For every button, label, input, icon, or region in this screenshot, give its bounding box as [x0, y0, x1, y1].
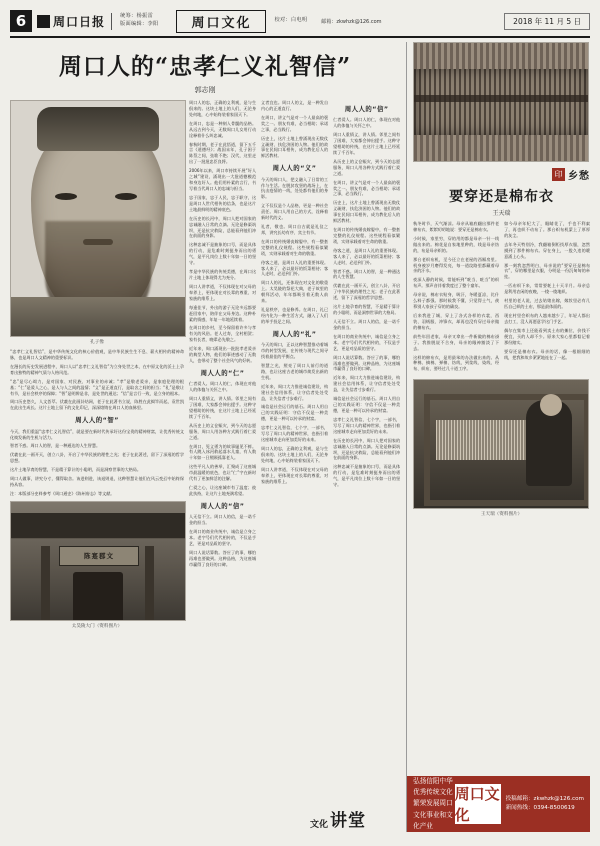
paragraph: 这片土地孕育的智慧，不是精于算计的小聪明，而是洞察世事的大格局。	[10, 467, 141, 473]
paragraph: 周口人的忠，正确的义利观，是与生俱来的。这块土地上的人们，无论身处何地，心中始终装着家国天下。	[189, 100, 257, 117]
paragraph: 周口人的忠，正确的义利观，是与生俱来的。这块土地上的人们，无论身处何地，心中始终装着家国天下。	[261, 445, 329, 463]
paragraph: 村里的老人说，过去姑娘出嫁，嫁妆里必有几匹自己织的土布，那是最体面的。	[504, 298, 590, 310]
paragraph: 2006年以来，周口市持续开展“好人之城”建设，涌现出一大批道德模范和身边好人。他们用朴素的言行，书写着当代周口人的忠诚与担当。	[189, 168, 257, 191]
masthead	[10, 8, 590, 38]
paragraph: 一匹布织下来，常常要耗上十天半月。母亲总是利用农闲的夜晚，一梭一梭地织。	[504, 283, 590, 295]
subhead-li: 周人人的“礼”	[272, 329, 317, 338]
paragraph: 如今母亲年纪大了，眼睛花了，手也不利索了，再也织不动布了。那台织布机蒙上了厚厚的灰尘。	[504, 221, 590, 238]
promo-contact	[506, 795, 584, 814]
photo-column	[10, 100, 184, 629]
building-pillar-right	[145, 546, 154, 620]
paragraph: 现在村里会织布的人越来越少了，年轻人都出去打工，没人再愿意学这门手艺。	[504, 312, 590, 324]
paragraph: 要穿还是棉布衣。母亲的话，像一根细细的线，把我和故乡紧紧地连在了一起。	[504, 348, 590, 360]
paragraph: 周口人说话算数。答应了的事，哪怕再难也要做到。这种品格，为这座城市赢得了良好的口碑。	[333, 354, 401, 372]
paragraph: 后来我进了城，穿上了各式各样的衣裳，西装、羽绒服、冲锋衣，却再也没有穿过母亲做的棉布衣。	[413, 312, 500, 330]
paragraph: 伏羲在此一画开天，创立八卦，开启了中华民族的理性之光；老子在此著述，留下了深邃的哲学思想。	[333, 283, 401, 301]
paragraph: 周口人讲孝道，不仅体现在对父母的奉养上，更体现在对长辈的尊重、对家族的维系上。	[189, 283, 257, 301]
column-logo	[310, 813, 366, 830]
staff-credits	[120, 13, 158, 29]
paragraph: 在周口的乡村，至今保留着许多与孝有关的风俗。老人过寿，全村相贺；家有长者，晚辈必先敬之。	[189, 325, 257, 343]
paragraph: 在周口，讲义气是对一个人最高的褒奖之一。朋友有难，必当相助；承诺之事，必当践行。	[333, 179, 401, 197]
paragraph: “忠孝仁义礼智信”，是中华传统文化的核心价值观，是中华民族生生不息、薪火相传的精神命脉，也是周口人文精神的重要标识。	[10, 349, 184, 360]
paragraph: 周口人的礼，还体现在对文化的敬重上。太昊陵的祭祀大典，老子故里的朝拜活动，年年都吸引着无数人前来。	[261, 280, 329, 304]
paragraph: 忠孝仁义礼智信，七个字，一部书，写尽了周口人的精神世界，也指引着这座城市走向更加美好的未来。	[333, 416, 401, 434]
paragraph: 在历史的长河中，周口人把对国家的忠诚融入日常的点滴。无论是修渠筑坝，还是抗灾救险，总能看到他们冲在前面的身影。	[333, 437, 401, 461]
cloth-tie	[414, 95, 588, 102]
paragraph: 忠孝仁义礼智信，七个字，一部书，写尽了周口人的精神世界，也指引着这座城市走向更加美好的未来。	[261, 425, 329, 443]
paragraph: 那台老织布机，至今还立在老屋的西厢房里。机身被岁月磨得发亮，每一道纹路里都藏着母亲的汗水。	[413, 256, 500, 274]
paragraph: 伏羲在此一画开天，创立八卦，开启了中华民族的理性之光；老子在此著述，留下了深邃的哲学思想。	[10, 452, 184, 464]
paragraph: 待客之道，是周口人礼的重要体现。客人来了，必以最好的饭菜相待；客人走时，必送到门外。	[333, 247, 401, 265]
promo-phone: 新闻热线：0394-8500619	[505, 805, 575, 811]
paragraph: 今天的周口人，把义融入了日常的工作与生活。在脱贫攻坚的战场上，在抗击疫情的一线，处处都有他们的身影。	[261, 176, 329, 200]
main-article	[10, 42, 407, 832]
paragraph: 每逢佳节，外出的游子无论多远都要赶回家中，陪伴在父母身边。这种朴素的情感，年复一年地延续着。	[189, 304, 257, 322]
paragraph: 智者不惑。周口人的智，是一种通达的人生智慧。	[10, 443, 101, 449]
side-article	[407, 42, 590, 832]
logo-square-icon	[37, 15, 50, 28]
paragraph: 诚信是社会运行的基石。周口人用自己的实践证明：守信不仅是一种美德，更是一种可以传承的财富。	[333, 396, 401, 413]
paragraph: 诚信是社会运行的基石。周口人用自己的实践证明：守信不仅是一种美德，更是一种可以传承的财富。	[261, 404, 329, 422]
staff-line-1: 统筹：杨振雷	[120, 13, 153, 20]
section-title: 周口文化	[176, 10, 266, 33]
paragraph: 仁者爱人。周口人的仁，体现在对他人的体恤与关怀之中。	[189, 381, 257, 393]
paper-logo	[37, 13, 120, 30]
paragraph: 近年来，周口大力推进诚信建设，构建社会信用体系，让守信者处处受益，让失信者寸步难行。	[261, 383, 329, 401]
paragraph: 周口人重情义，讲人情。邻里之间有了困难，大家都会伸出援手。这种守望相助的传统，在这片土地上已经延续了千百年。	[333, 132, 401, 155]
paragraph: 在周口的商业传统中，诚信是立身之本。老字号们代代相传的，不仅是手艺，更是对品质的坚守。	[333, 333, 401, 351]
paragraph: 从历史上的义仓赈灾，到今天的志愿服务，周口人用各种方式践行着仁爱之道。	[189, 422, 257, 440]
paragraph: 历史上，这片土地上曾涌现出无数仗义疏财、扶危济困的人物。他们的故事在民间口耳相传，成为教化后人的鲜活教材。	[261, 135, 329, 159]
temple-building-image	[10, 501, 186, 621]
article-column-4	[333, 100, 400, 629]
staff-line-3: 校对：白电明	[274, 17, 308, 24]
paragraph: 仁爱之心，让这座城市有了温度；彼此扶持，让这片土地充满希望。	[189, 485, 257, 496]
masthead-contact: 邮箱：zkwhzk@126.com	[321, 18, 382, 25]
paragraph: 周口人做事，讲究分寸，懂得取舍。该进则进，该退则退，这种智慧让他们在风云变幻中始终保持从容。	[10, 476, 184, 488]
paragraph: 去年冬天特别冷，我翻箱倒柜找厚衣服，忽然摸到了那件棉布衣。穿在身上，一股久违的暖意涌上心头。	[504, 241, 590, 259]
side-byline: 王天瑞	[492, 210, 511, 217]
paragraph: 从历史上的义仓赈灾，到今天的志愿服务，周口人用各种方式践行着仁爱之道。	[333, 158, 401, 176]
portrait-hat	[37, 107, 159, 151]
section-tag	[413, 167, 590, 182]
paragraph: 近年来，周口涌现出一批批孝老爱亲的典型人物，他们的事迹感动了无数人，也带动了整个社会风气的好转。	[189, 346, 257, 364]
cloth-band	[414, 69, 588, 135]
article-column-3	[261, 100, 328, 629]
page-number: 6	[10, 10, 32, 32]
paragraph: 义者宜也。周口人的义，是一种发自内心的正道直行。	[261, 100, 329, 111]
paragraph: 周口历史悠久，人文荟萃。伏羲在此画卦结网，老子在此著书立说，陈胜在此揭竿而起，袁世凯在此出生成长。这片土地上留下的文化印记，深深熔铸在周口人的血脉里。	[10, 399, 184, 411]
paragraph: 母亲说，棉布衣贴身，吸汗，冬暖夏凉，比什么料子都强。那时候我不懂，只觉得土气，羡慕别人家孩子穿的的确良。	[413, 292, 500, 310]
cloth-photo-image	[413, 42, 589, 162]
paragraph: 义不仅仅是个人品格，更是一种社会责任。周口人用自己的方式，诠释着新时代的义。	[261, 203, 329, 221]
page-body	[10, 42, 590, 832]
building-caption: 太昊陵大门（资料图片）	[71, 623, 123, 629]
promo-line-1: 弘扬信阳中华优秀传统文化	[413, 777, 453, 797]
staff-line-2: 版面编辑：李阳	[120, 21, 159, 27]
seal-icon: 印	[552, 168, 565, 181]
promo-logo: 周口文化	[454, 785, 500, 824]
building-door	[73, 572, 123, 620]
article-column-2	[189, 100, 256, 629]
subhead-ren: 周人人的“仁”	[200, 368, 245, 377]
portrait-robe	[11, 297, 185, 337]
paragraph: 春秋时期，老子在此悟道，留下五千言《道德经》；战国末年，孔子困于陈蔡之间，弦歌不绝；汉代，这里走出了一批批忠臣良将。	[189, 141, 257, 165]
promo-line-2: 繁荣发展周口文化事业和文化产业	[413, 799, 453, 830]
paragraph: 近年来，周口大力推进诚信建设，构建社会信用体系，让守信者处处受益，让失信者寸步难行。	[333, 375, 401, 393]
paragraph: 历史上，这片土地上曾涌现出无数仗义疏财、扶危济困的人物。他们的故事在民间口耳相传，成为教化后人的鲜活教材。	[333, 200, 401, 224]
paragraph: 周口人说话算数。答应了的事，哪怕再难也要做到。这种品格，为这座城市赢得了良好的口碑。	[189, 549, 257, 567]
main-headline: 周口人的“忠孝仁义礼智信”	[58, 53, 352, 80]
paragraph: 礼是秩序，也是修养。在周口，礼已经内化为一种生活方式，融入了人们的举手投足之间。	[261, 307, 329, 324]
paragraph: 在周口的商业传统中，诚信是立身之本。老字号们代代相传的，不仅是手艺，更是对品质的坚守。	[189, 529, 257, 546]
paragraph: 注：本版部分史料参考《周口通史》《陈州府志》等文献。	[10, 490, 115, 496]
main-byline: 郭志刚	[194, 86, 216, 94]
promo-slogan	[413, 776, 454, 832]
section-tag-label: 乡愁	[568, 171, 590, 182]
staff-line-3-wrap	[274, 17, 307, 25]
paragraph: 在历史的长河中，周口人把对国家的忠诚融入日常的点滴。无论是修渠筑坝，还是抗灾救险，总能看到他们冲在前面的身影。	[189, 215, 257, 239]
paragraph: 孝是中华民族的传统美德，在周口这片土地上体现得尤为充分。	[189, 269, 257, 280]
paragraph: 这种忠诚不是抽象的口号，而是具体的行动，是危难时刻挺身而出的勇气，是平凡岗位上数十年如一日的坚守。	[333, 464, 401, 488]
paragraph: 人无信不立。周口人的信，是一诺千金的担当。	[189, 514, 257, 526]
paragraph: 礼者，敬也。周口自古就是礼仪之邦，讲究长幼有序、宾主有节。	[261, 224, 329, 235]
paragraph: 这片土地孕育的智慧，不是精于算计的小聪明，而是洞察世事的大格局。	[333, 304, 401, 316]
loom-photo-image	[413, 379, 589, 509]
paragraph: 前些年回老家，母亲又拿出一件新做的棉布褂子。我推脱说不合身，母亲的眼神黯淡了下去。	[413, 333, 500, 351]
portrait-caption: 孔子像	[90, 340, 104, 345]
paragraph: 偶尔在集市上还能看到卖土布的摊位，价钱不便宜，买的人却不少。原来大家心里都惦记着那份踏实。	[504, 327, 590, 345]
paragraph: 今天，我们重温“忠孝仁义礼智信”，就是要在新时代传承好这份宝贵的精神财富，让优秀传统文化焕发新的生机与活力。	[10, 428, 184, 440]
side-text-columns	[413, 221, 590, 375]
paragraph: 夜深人静的时候，常能听到“咣当、咣当”的织布声。那声音伴着我度过了整个童年。	[413, 277, 500, 289]
photo-col-text	[10, 349, 184, 497]
paragraph: 在周口，见义勇为的故事屡见不鲜。有人跳入冰河救起落水儿童，有人数十年如一日照顾孤寡老人。	[189, 443, 257, 461]
loom-caption: 王天瑞（资料图片）	[480, 512, 523, 518]
promo-email: 投稿邮箱：zkwhzk@126.com	[505, 795, 584, 802]
paragraph: 小时候，家里穷，穿的用的都是母亲一针一线做出来的。棉花是自家地里种的，线是母亲纺的，布是母亲织的。	[413, 235, 500, 253]
subhead-yi: 周人人的“义”	[272, 164, 317, 173]
paragraph: 智慧之光，照亮了周口人前行的道路，也让这座古老的城市焕发出新的生机。	[261, 362, 329, 380]
paragraph: 周口人讲孝道，不仅体现在对父母的奉养上，更体现在对长辈的尊重、对家族的维系上。	[261, 466, 329, 484]
paragraph: 秋冬时节，天气渐凉。母亲从箱底翻出那件老棉布衣，絮絮叨叨地说：要穿还是棉布衣。	[413, 221, 500, 232]
paragraph: 待客之道，是周口人礼的重要体现。客人来了，必以最好的饭菜相待；客人走时，必送到门外。	[261, 259, 329, 277]
paragraph: 在周口，讲义气是对一个人最高的褒奖之一。朋友有难，必当相助；承诺之事，必当践行。	[261, 114, 329, 132]
building-pillar-left	[41, 546, 50, 620]
subhead-xin-b: 周人人的“信”	[344, 105, 389, 113]
publication-date: 2018 年 11 月 5 日	[504, 13, 590, 30]
confucius-portrait-image	[10, 100, 186, 337]
building-plaque: 陈寔郡文	[59, 546, 139, 566]
paragraph: 在漫长的历史发展进程中，周口人以“忠孝仁义礼智信”为立身处世之本，在中原文化的沃土上孕育出独特的精神气质与人格风范。	[10, 363, 184, 375]
paragraph: 人无信不立。周口人的信，是一诺千金的担当。	[333, 319, 401, 330]
text-columns	[189, 100, 400, 629]
paragraph: 这样的棉布衣，是用最笨的办法做出来的。从种棉、摘棉、弹棉、纺线，到浆线、染线、经布、织布，要经过几十道工序。	[413, 354, 500, 372]
paragraph: 在周口的传统婚丧嫁娶中，有一整套完整的礼仪规程。这些规程看似繁琐，实则承载着对生命的敬重。	[333, 227, 401, 244]
column-logo-large: 讲堂	[330, 811, 367, 831]
paragraph: 今天的周口，正以这种智慧推动着城市的转型发展，在传统与现代之间寻找着最佳的平衡点。	[261, 342, 329, 359]
paragraph: 在周口，忠是一种刻入骨髓的品格。从远古到今天，无数周口儿女用行动诠释着什么叫忠诚。	[189, 120, 257, 138]
subhead-zhi: 周人人的“智”	[75, 416, 119, 425]
paragraph: 那一刻我忽然明白，母亲说的“要穿还是棉布衣”，穿的哪里是衣服，分明是一份沉甸甸的牵挂。	[504, 262, 590, 280]
paragraph: 这种忠诚不是抽象的口号，而是具体的行动，是危难时刻挺身而出的勇气，是平凡岗位上数十年如一日的坚守。	[189, 242, 257, 266]
subhead-xin-a: 周人人的“信”	[200, 501, 245, 510]
paragraph: 智者不惑。周口人的智，是一种通达的人生智慧。	[333, 268, 401, 280]
paragraph: 忠于国家，忠于人民，忠于职守，这是周口人世代相传的信条，也是这片土地最鲜明的精神底色。	[189, 194, 257, 212]
paragraph: 在周口的传统婚丧嫁娶中，有一整套完整的礼仪规程。这些规程看似繁琐，实则承载着对生命的敬重。	[261, 238, 329, 256]
paragraph: 周口人重情义，讲人情。邻里之间有了困难，大家都会伸出援手。这种守望相助的传统，在这片土地上已经延续了千百年。	[189, 396, 257, 419]
side-headline: 要穿还是棉布衣	[449, 189, 555, 205]
side-column-2	[504, 221, 590, 375]
portrait-eye-left	[55, 193, 77, 200]
building-roof	[10, 513, 186, 538]
portrait-eye-right	[115, 193, 137, 200]
paper-name: 周口日报	[53, 13, 112, 30]
paragraph: 这些平凡人的善举，汇聚成了这座城市最温暖的底色，也让“仁”字在新时代有了更加鲜活的注解。	[189, 464, 257, 482]
side-column-1	[413, 221, 499, 375]
column-logo-small: 文化	[310, 820, 329, 830]
paragraph: “忠”是尽心竭力，是对国家、对民族、对事业的赤诚；“孝”是敬老爱亲，是家庭伦理的根基；“仁”是爱人之心，是人与人之间的温情；“义”是正道直行，是取舍之间的担当；“礼”是敬让有节，是社会秩序的保障；“智”是明辨是非，是处世的通达；“信”是言行一致，是立身的根本。	[10, 378, 184, 396]
promo-banner	[407, 776, 590, 832]
paragraph: 仁者爱人。周口人的仁，体现在对他人的体恤与关怀之中。	[333, 117, 401, 129]
